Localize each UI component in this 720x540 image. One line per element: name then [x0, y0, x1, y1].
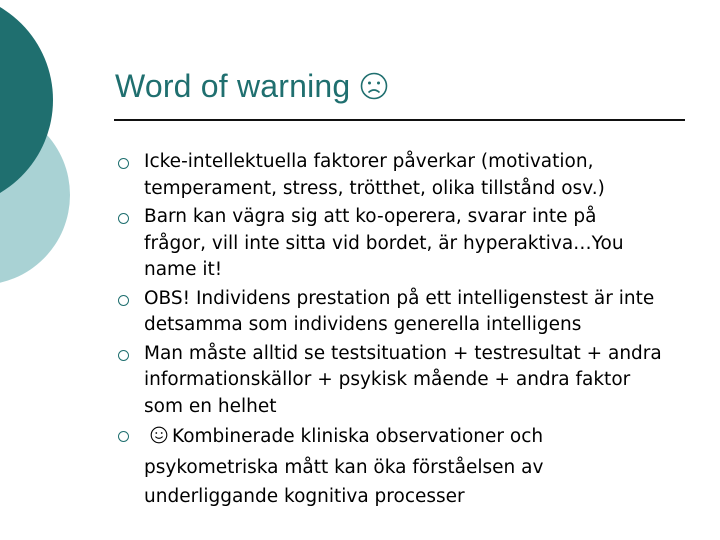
bullet-marker-icon	[118, 295, 129, 306]
bullet-marker-icon	[118, 431, 129, 442]
list-item	[118, 422, 663, 511]
title-divider	[114, 119, 685, 121]
slide-title	[115, 68, 388, 108]
list-item	[118, 204, 663, 284]
list-item	[118, 341, 663, 421]
bullet-text: Man måste alltid se testsituation + testresultat + andra informationskällor + psykisk mående + andra faktor som en helhet	[144, 342, 662, 417]
bullet-marker-icon	[118, 158, 129, 169]
list-item	[118, 286, 663, 339]
bullet-text: Barn kan vägra sig att ko-operera, svarar inte på frågor, vill inte sitta vid bordet, är hyperaktiva…You name it!	[144, 206, 624, 280]
list-item	[118, 149, 663, 202]
bullet-marker-icon	[118, 350, 129, 361]
smiley-face-icon	[150, 424, 168, 453]
bullet-text: Kombinerade kliniska observationer och psykometriska mått kan öka förståelsen av underliggande kognitiva processer	[144, 426, 544, 507]
bullet-text: Icke-intellektuella faktorer påverkar (motivation, temperament, stress, trötthet, olika tillstånd osv.)	[144, 151, 605, 199]
sad-face-icon	[360, 71, 388, 108]
bullet-text: OBS! Individens prestation på ett intelligenstest är inte detsamma som individens generella intelligens	[144, 287, 655, 335]
slide-title-text: Word of warning	[115, 68, 351, 104]
bullet-list	[118, 149, 663, 513]
bullet-marker-icon	[118, 213, 129, 224]
